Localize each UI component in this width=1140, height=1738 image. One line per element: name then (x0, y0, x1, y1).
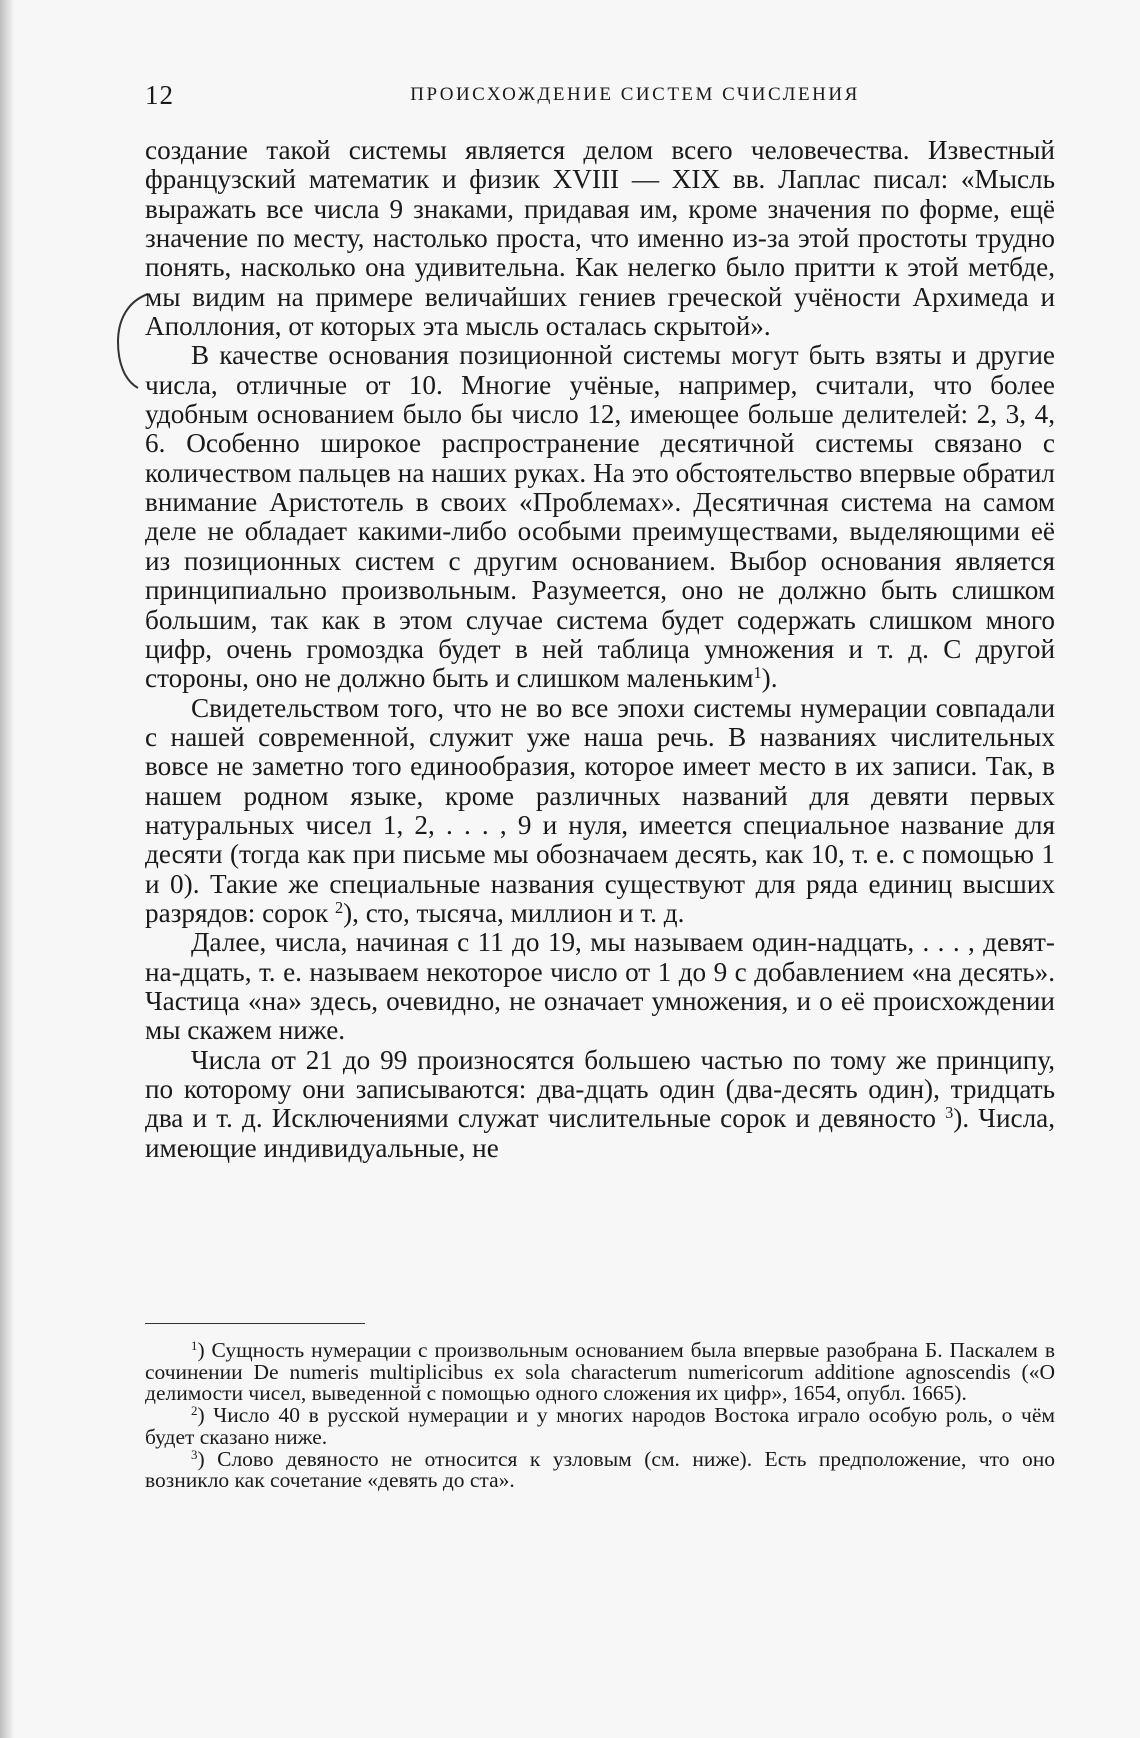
main-text (145, 136, 1055, 1163)
paragraph-5-text: Числа от 21 до 99 произносятся большею частью по тому же принципу, по которому они записываются: два-дцать один (два-десять один), тридцать два и т. д. Исключениями служат числительные сорок и девяносто (145, 1044, 1055, 1134)
footnote-text: ) Слово девяносто не относится к узловым (см. ниже). Есть предположение, что оно возникло как сочетание «девять до ста». (145, 1446, 1055, 1493)
page-edge-shadow (0, 0, 14, 1738)
footnote-text: ) Сущность нумерации с произвольным основанием была впервые разобрана Б. Паскалем в сочинении De numeris multiplicibus ex sola characterum numericorum additione agnoscendis («О делимости чисел, выведенной с помощью одного сложения их цифр», 1654, опубл. 1665). (145, 1338, 1055, 1406)
footnote-mark: 1 (191, 1338, 198, 1353)
paragraph-3-end: ), сто, тысяча, миллион и т. д. (343, 897, 685, 928)
paragraph-3 (145, 694, 1055, 929)
footnote-3 (145, 1446, 1055, 1493)
footnote-1 (145, 1340, 1055, 1405)
paragraph-3-text: Свидетельством того, что не во все эпохи системы нумерации совпадали с нашей современной, служит уже наша речь. В названиях числительных вовсе не заметно того единообразия, которое имеет место в их записи. Так, в нашем родном языке, кроме различных названий для девяти первых натуральных чисел 1, 2, . . . , 9 и нуля, имеется специальное название для десяти (тогда как при письме мы обозначаем десять, как 10, т. е. с помощью 1 и 0). Такие же специальные названия существуют для ряда единиц высших разрядов: сорок (145, 692, 1055, 928)
paragraph-2 (145, 341, 1055, 693)
paragraph-5 (145, 1046, 1055, 1163)
paragraph-2-text: В качестве основания позиционной системы могут быть взяты и другие числа, отличные от 10. Многие учёные, например, считали, что более удобным основанием было бы число 12, имеющее больше делителей: 2, 3, 4, 6. Особенно широкое распространение десятичной системы связано с количеством пальцев на наших руках. На это обстоятельство впервые обратил внимание Аристотель в своих «Проблемах». Десятичная система на самом деле не обладает какими-либо особыми преимуществами, выделяющими её из позиционных систем с другим основанием. Выбор основания является принципиально произвольным. Разумеется, оно не должно быть слишком большим, так как в этом случае система будет содержать слишком много цифр, очень громоздка будет в ней таблица умножения и т. д. С другой стороны, оно не должно быть и слишком маленьким (145, 340, 1055, 694)
paragraph-1: создание такой системы является делом всего человечества. Известный французский математик и физик XVIII — XIX вв. Лаплас писал: «Мысль выражать все числа 9 знаками, придавая им, кроме значения по форме, ещё значение по месту, настолько проста, что именно из-за этой простоты трудно понять, насколько она удивительна. Как нелегко было притти к этой метбде, мы видим на примере величайших гениев греческой учёности Архимеда и Аполлония, от которых эта мысль осталась скрытой». (145, 135, 1055, 342)
footnote-mark: 2 (191, 1404, 198, 1419)
footnote-mark: 3 (191, 1447, 198, 1462)
footnote-ref-1: 1 (753, 663, 762, 683)
page-header (145, 80, 1055, 114)
footnote-2 (145, 1405, 1055, 1448)
footnote-text: ) Число 40 в русской нумерации и у многих народов Востока играло особую роль, о чём будет сказано ниже. (145, 1403, 1055, 1449)
footnote-ref-2: 2 (334, 897, 344, 917)
footnotes (145, 1340, 1055, 1492)
running-title: ПРОИСХОЖДЕНИЕ СИСТЕМ СЧИСЛЕНИЯ (410, 84, 860, 105)
footnote-separator (145, 1323, 365, 1324)
page-number: 12 (145, 80, 174, 110)
paragraph-4: Далее, числа, начиная с 11 до 19, мы называем один-надцать, . . . , девят-на-дцать, т. е. называем некоторое число от 1 до 9 с добавлением «на десять». Частица «на» здесь, очевидно, не означает умножения, и о её происхождении мы скажем ниже. (145, 927, 1055, 1046)
footnote-ref-3: 3 (945, 1103, 954, 1123)
paragraph-2-end: ). (761, 663, 778, 694)
paragraph-5-end: ). Числа, имеющие индивидуальные, не (145, 1103, 1055, 1163)
